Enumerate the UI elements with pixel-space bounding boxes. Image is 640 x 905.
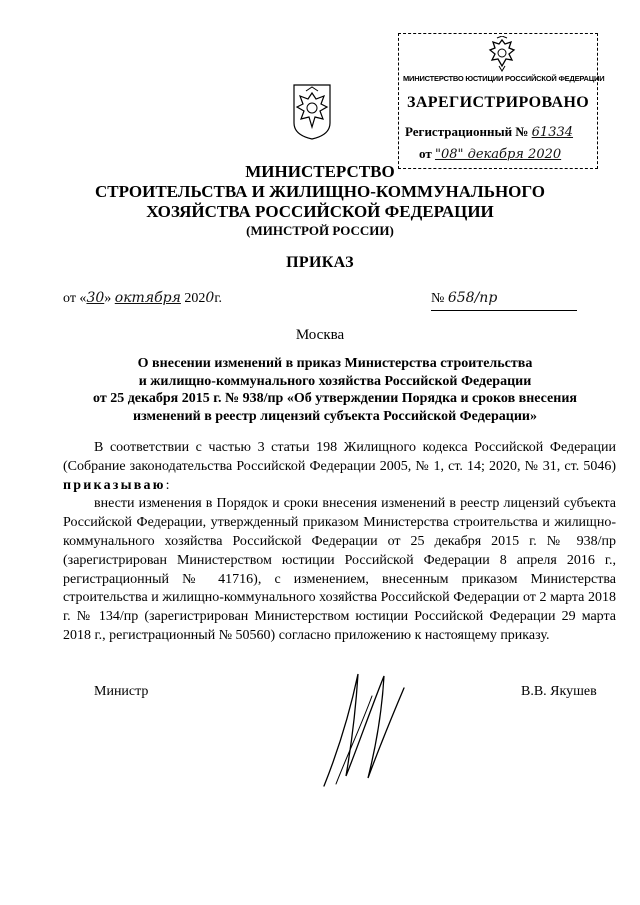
document-type: ПРИКАЗ — [286, 254, 354, 271]
state-emblem-icon — [290, 79, 334, 141]
registration-stamp — [398, 33, 605, 169]
ministry-line: СТРОИТЕЛЬСТВА И ЖИЛИЩНО-КОММУНАЛЬНОГО — [94, 182, 546, 201]
date-year-prefix: 202 — [180, 291, 206, 306]
stamp-reg-number: 61334 — [531, 125, 574, 140]
ministry-line: МИНИСТЕРСТВО — [245, 162, 395, 181]
date-day: 30 — [86, 290, 105, 306]
date-prefix: от « — [63, 291, 87, 306]
ministry-header — [80, 162, 560, 222]
ministry-short-name: (МИНСТРОЙ РОССИИ) — [246, 223, 394, 238]
title-line: от 25 декабря 2015 г. № 938/пр «Об утверждении Порядка и сроков внесения — [93, 391, 577, 407]
title-line: изменений в реестр лицензий субъекта Российской Федерации» — [133, 408, 537, 424]
stamp-date-prefix: от — [419, 146, 432, 161]
order-number — [431, 290, 577, 311]
stamp-ministry-name: МИНИСТЕРСТВО ЮСТИЦИИ РОССИЙСКОЙ ФЕДЕРАЦИИ — [403, 74, 605, 83]
order-date — [63, 290, 222, 307]
title-line: и жилищно-коммунального хозяйства Российской Федерации — [138, 373, 532, 389]
stamp-registration-date — [419, 146, 561, 162]
date-month: октября — [114, 290, 181, 306]
state-emblem-icon — [487, 36, 517, 72]
handwritten-signature — [306, 666, 416, 790]
order-title — [70, 355, 600, 425]
order-number-prefix: № — [431, 291, 445, 306]
ministry-line: ХОЗЯЙСТВА РОССИЙСКОЙ ФЕДЕРАЦИИ — [146, 202, 494, 221]
order-keyword: приказываю — [63, 477, 166, 493]
title-line: О внесении изменений в приказ Министерства строительства — [137, 356, 533, 371]
date-year-suffix: г. — [214, 291, 222, 306]
city: Москва — [295, 327, 345, 343]
stamp-registration-number — [405, 124, 573, 140]
order-body — [63, 439, 616, 646]
stamp-reg-label: Регистрационный № — [405, 124, 529, 139]
order-number-value: 658/пр — [447, 290, 498, 306]
signer-name: В.В. Якушев — [521, 684, 597, 699]
stamp-date-value: "08" декабря 2020 — [434, 147, 562, 162]
paragraph-preamble — [63, 439, 616, 495]
date-mid: » — [104, 291, 115, 306]
stamp-registered-label: ЗАРЕГИСТРИРОВАНО — [407, 94, 590, 111]
preamble-end: : — [165, 477, 170, 493]
signer-title: Министр — [94, 684, 149, 699]
preamble-text: В соответствии с частью 3 статьи 198 Жилищного кодекса Российской Федерации (Собрание законодательства Российской Федерации 2005, № 1, ст. 14; 2020, № 31, ст. 5046) — [63, 440, 616, 474]
date-year-digit: 0 — [205, 290, 215, 306]
paragraph-decision: внести изменения в Порядок и сроки внесения изменений в реестр лицензий субъекта Российской Федерации, утвержденный приказом Министерства строительства и жилищно-коммунального хозяйства Российской Федерации от 25 декабря 2015 г. № 938/пр (зарегистрирован Министерством юстиции Российской Федерации 8 апреля 2016 г., регистрационный № 41716), с изменением, внесенным приказом Министерства строительства и жилищно-коммунального хозяйства Российской Федерации от 2 марта 2018 г. № 134/пр (зарегистрирован Министерством юстиции Российской Федерации 29 марта 2018 г., регистрационный № 50560) согласно приложению к настоящему приказу. — [63, 496, 616, 643]
